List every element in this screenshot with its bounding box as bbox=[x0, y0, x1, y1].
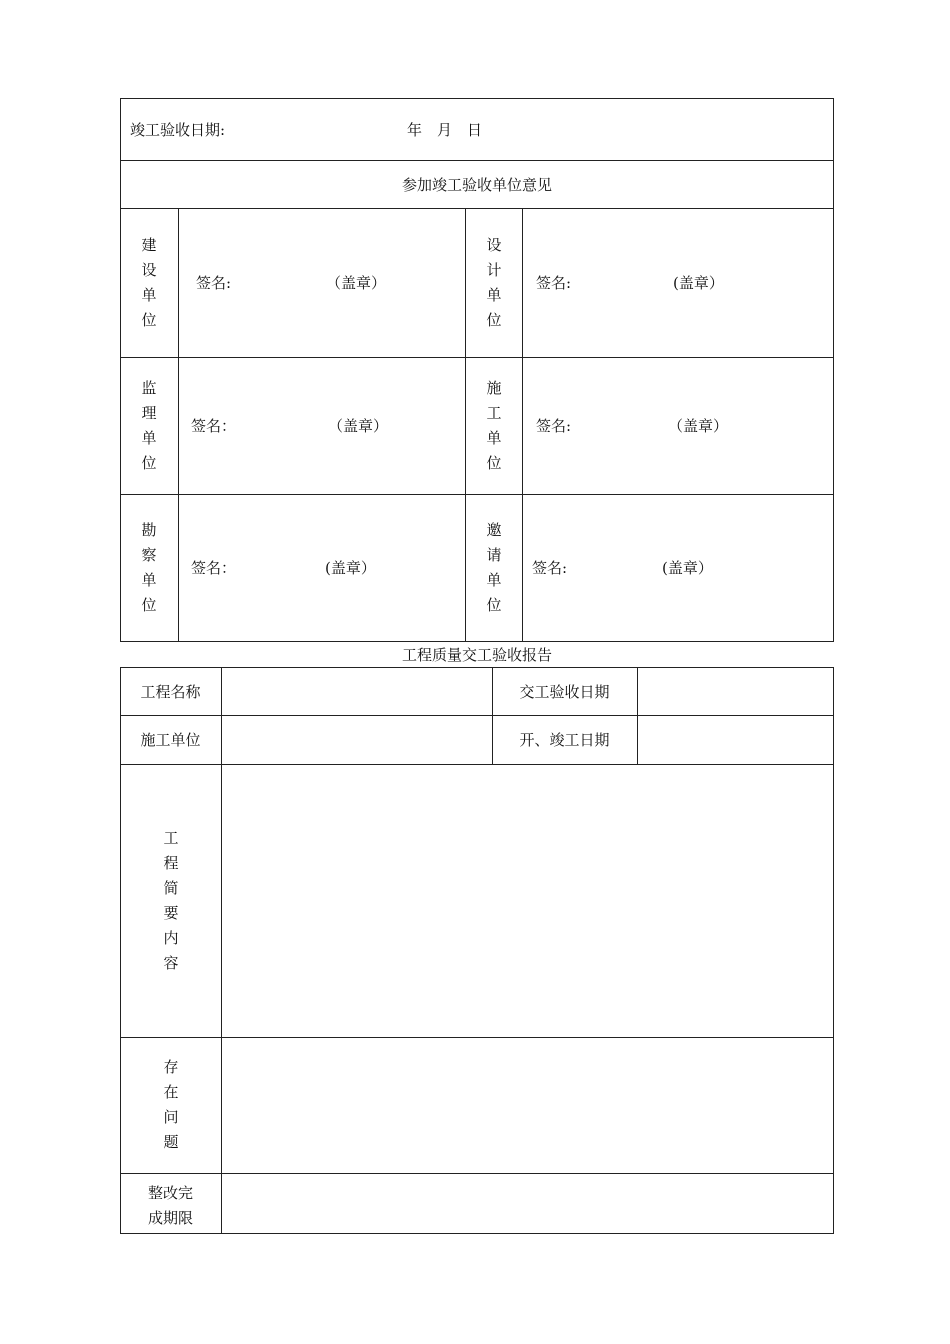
seal-label: (盖章） bbox=[325, 559, 376, 577]
divider bbox=[120, 208, 834, 209]
contractor-label: 施工单位 bbox=[140, 731, 201, 749]
divider bbox=[120, 715, 834, 716]
unit-name-construction: 建 设 单 位 bbox=[141, 236, 157, 329]
divider bbox=[637, 667, 638, 764]
unit-name-supervision: 监 理 单 位 bbox=[141, 379, 157, 472]
seal-label: (盖章） bbox=[662, 559, 713, 577]
rectification-deadline-area[interactable] bbox=[222, 1174, 833, 1233]
report-title: 工程质量交工验收报告 bbox=[401, 646, 552, 664]
signature-label: 签名: bbox=[196, 274, 232, 292]
signature-label: 签名： bbox=[191, 559, 237, 577]
signature-label: 签名： bbox=[191, 417, 237, 435]
seal-label: （盖章） bbox=[328, 417, 389, 435]
seal-label: （盖章） bbox=[668, 417, 729, 435]
divider bbox=[120, 357, 834, 358]
seal-label: （盖章） bbox=[326, 274, 387, 292]
completion-date-units: 年 月 日 bbox=[407, 121, 483, 139]
divider bbox=[522, 208, 523, 642]
divider bbox=[120, 160, 834, 161]
divider bbox=[120, 494, 834, 495]
unit-name-invited: 邀 请 单 位 bbox=[486, 521, 502, 614]
signature-label: 签名: bbox=[536, 274, 572, 292]
divider bbox=[178, 208, 179, 642]
divider bbox=[465, 208, 466, 642]
issues-area[interactable] bbox=[222, 1038, 833, 1172]
project-name-label: 工程名称 bbox=[140, 683, 201, 701]
project-summary-label: 工 程 简 要 内 容 bbox=[163, 829, 179, 972]
project-summary-area[interactable] bbox=[222, 765, 833, 1036]
start-end-date-label: 开、竣工日期 bbox=[519, 731, 610, 749]
signature-label: 签名: bbox=[532, 559, 568, 577]
completion-date-label: 竣工验收日期: bbox=[130, 121, 226, 139]
handover-date-label: 交工验收日期 bbox=[519, 683, 610, 701]
unit-name-design: 设 计 单 位 bbox=[486, 236, 502, 329]
signature-label: 签名: bbox=[536, 417, 572, 435]
seal-label: (盖章） bbox=[673, 274, 724, 292]
rectification-deadline-label: 整改完 成期限 bbox=[147, 1184, 193, 1227]
issues-label: 存 在 问 题 bbox=[163, 1058, 179, 1151]
unit-name-survey: 勘 察 单 位 bbox=[141, 521, 157, 614]
divider bbox=[492, 667, 493, 764]
opinions-title: 参加竣工验收单位意见 bbox=[401, 176, 552, 194]
unit-name-contractor: 施 工 单 位 bbox=[486, 379, 502, 472]
